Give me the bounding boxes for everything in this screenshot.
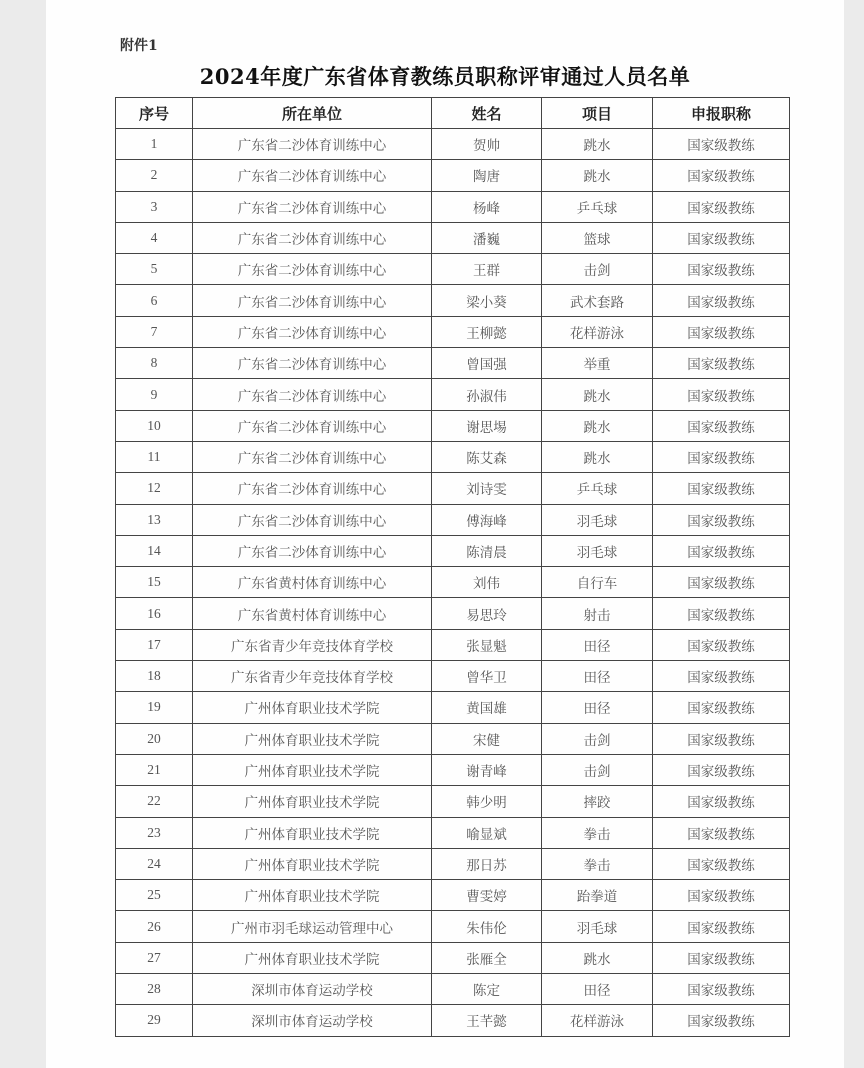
- table-row: [116, 754, 790, 785]
- project-cell: 花样游泳: [542, 1005, 653, 1036]
- project-cell: 羽毛球: [542, 535, 653, 566]
- title-applied-cell: 国家级教练: [653, 880, 790, 911]
- project-cell: 田径: [542, 629, 653, 660]
- serial-number-cell: 5: [116, 254, 193, 285]
- serial-number-cell: 24: [116, 848, 193, 879]
- name-cell: 刘诗雯: [432, 473, 542, 504]
- serial-number-cell: 22: [116, 786, 193, 817]
- title-applied-cell: 国家级教练: [653, 191, 790, 222]
- title-applied-cell: 国家级教练: [653, 410, 790, 441]
- project-cell: 射击: [542, 598, 653, 629]
- header-unit: 所在单位: [193, 98, 432, 129]
- unit-cell: 广东省二沙体育训练中心: [193, 535, 432, 566]
- name-cell: 孙淑伟: [432, 379, 542, 410]
- title-applied-cell: 国家级教练: [653, 942, 790, 973]
- table-row: [116, 504, 790, 535]
- name-cell: 王柳懿: [432, 316, 542, 347]
- title-applied-cell: 国家级教练: [653, 129, 790, 160]
- table-row: [116, 285, 790, 316]
- title-applied-cell: 国家级教练: [653, 629, 790, 660]
- name-cell: 梁小葵: [432, 285, 542, 316]
- title-applied-cell: 国家级教练: [653, 160, 790, 191]
- unit-cell: 广州体育职业技术学院: [193, 692, 432, 723]
- serial-number-cell: 16: [116, 598, 193, 629]
- table-row: [116, 348, 790, 379]
- name-cell: 宋健: [432, 723, 542, 754]
- name-cell: 王群: [432, 254, 542, 285]
- header-name: 姓名: [432, 98, 542, 129]
- table-row: [116, 379, 790, 410]
- title-applied-cell: 国家级教练: [653, 567, 790, 598]
- title-applied-cell: 国家级教练: [653, 754, 790, 785]
- project-cell: 跳水: [542, 410, 653, 441]
- project-cell: 举重: [542, 348, 653, 379]
- unit-cell: 广州体育职业技术学院: [193, 942, 432, 973]
- project-cell: 击剑: [542, 723, 653, 754]
- unit-cell: 广东省二沙体育训练中心: [193, 222, 432, 253]
- serial-number-cell: 21: [116, 754, 193, 785]
- name-cell: 曾华卫: [432, 661, 542, 692]
- project-cell: 跳水: [542, 942, 653, 973]
- title-applied-cell: 国家级教练: [653, 222, 790, 253]
- name-cell: 傅海峰: [432, 504, 542, 535]
- project-cell: 篮球: [542, 222, 653, 253]
- serial-number-cell: 13: [116, 504, 193, 535]
- unit-cell: 深圳市体育运动学校: [193, 1005, 432, 1036]
- project-cell: 自行车: [542, 567, 653, 598]
- name-cell: 曹雯婷: [432, 880, 542, 911]
- name-cell: 王芊懿: [432, 1005, 542, 1036]
- serial-number-cell: 6: [116, 285, 193, 316]
- title-applied-cell: 国家级教练: [653, 316, 790, 347]
- table-row: [116, 692, 790, 723]
- table-row: [116, 567, 790, 598]
- serial-number-cell: 25: [116, 880, 193, 911]
- project-cell: 拳击: [542, 848, 653, 879]
- serial-number-cell: 15: [116, 567, 193, 598]
- project-cell: 跳水: [542, 441, 653, 472]
- project-cell: 武术套路: [542, 285, 653, 316]
- table-row: [116, 942, 790, 973]
- document-page: [46, 0, 844, 1068]
- serial-number-cell: 7: [116, 316, 193, 347]
- title-applied-cell: 国家级教练: [653, 723, 790, 754]
- title-applied-cell: 国家级教练: [653, 473, 790, 504]
- unit-cell: 广州体育职业技术学院: [193, 723, 432, 754]
- table-row: [116, 254, 790, 285]
- header-title-applied: 申报职称: [653, 98, 790, 129]
- table-row: [116, 880, 790, 911]
- unit-cell: 广东省二沙体育训练中心: [193, 348, 432, 379]
- name-cell: 陈清晨: [432, 535, 542, 566]
- project-cell: 击剑: [542, 254, 653, 285]
- table-row: [116, 222, 790, 253]
- serial-number-cell: 27: [116, 942, 193, 973]
- name-cell: 曾国强: [432, 348, 542, 379]
- title-applied-cell: 国家级教练: [653, 535, 790, 566]
- project-cell: 田径: [542, 974, 653, 1005]
- serial-number-cell: 2: [116, 160, 193, 191]
- unit-cell: 广东省二沙体育训练中心: [193, 285, 432, 316]
- title-applied-cell: 国家级教练: [653, 974, 790, 1005]
- table-row: [116, 191, 790, 222]
- table-row: [116, 1005, 790, 1036]
- document-title: 2024年度广东省体育教练员职称评审通过人员名单: [199, 64, 691, 89]
- title-applied-cell: 国家级教练: [653, 786, 790, 817]
- project-cell: 跳水: [542, 160, 653, 191]
- name-cell: 张雁全: [432, 942, 542, 973]
- header-serial-number: 序号: [116, 98, 193, 129]
- name-cell: 张显魁: [432, 629, 542, 660]
- unit-cell: 广州体育职业技术学院: [193, 848, 432, 879]
- table-row: [116, 911, 790, 942]
- unit-cell: 广东省二沙体育训练中心: [193, 441, 432, 472]
- roster-table: [115, 97, 790, 1037]
- title-applied-cell: 国家级教练: [653, 441, 790, 472]
- title-applied-cell: 国家级教练: [653, 254, 790, 285]
- project-cell: 田径: [542, 661, 653, 692]
- project-cell: 羽毛球: [542, 911, 653, 942]
- project-cell: 拳击: [542, 817, 653, 848]
- table-row: [116, 410, 790, 441]
- title-applied-cell: 国家级教练: [653, 692, 790, 723]
- serial-number-cell: 26: [116, 911, 193, 942]
- table-row: [116, 723, 790, 754]
- table-body: [116, 129, 790, 1037]
- unit-cell: 广东省青少年竞技体育学校: [193, 661, 432, 692]
- title-applied-cell: 国家级教练: [653, 1005, 790, 1036]
- name-cell: 潘巍: [432, 222, 542, 253]
- name-cell: 杨峰: [432, 191, 542, 222]
- name-cell: 易思玲: [432, 598, 542, 629]
- table-row: [116, 786, 790, 817]
- table-row: [116, 974, 790, 1005]
- project-cell: 跆拳道: [542, 880, 653, 911]
- table-row: [116, 817, 790, 848]
- unit-cell: 广东省二沙体育训练中心: [193, 160, 432, 191]
- serial-number-cell: 12: [116, 473, 193, 504]
- serial-number-cell: 3: [116, 191, 193, 222]
- table-row: [116, 535, 790, 566]
- serial-number-cell: 17: [116, 629, 193, 660]
- unit-cell: 广东省青少年竞技体育学校: [193, 629, 432, 660]
- project-cell: 击剑: [542, 754, 653, 785]
- table-row: [116, 629, 790, 660]
- serial-number-cell: 10: [116, 410, 193, 441]
- name-cell: 陈定: [432, 974, 542, 1005]
- table-row: [116, 598, 790, 629]
- table-row: [116, 473, 790, 504]
- serial-number-cell: 11: [116, 441, 193, 472]
- name-cell: 韩少明: [432, 786, 542, 817]
- unit-cell: 广东省二沙体育训练中心: [193, 379, 432, 410]
- project-cell: 跳水: [542, 129, 653, 160]
- unit-cell: 广东省黄村体育训练中心: [193, 598, 432, 629]
- project-cell: 花样游泳: [542, 316, 653, 347]
- name-cell: 刘伟: [432, 567, 542, 598]
- table-row: [116, 661, 790, 692]
- name-cell: 谢青峰: [432, 754, 542, 785]
- name-cell: 陶唐: [432, 160, 542, 191]
- unit-cell: 广东省二沙体育训练中心: [193, 410, 432, 441]
- title-applied-cell: 国家级教练: [653, 817, 790, 848]
- name-cell: 黄国雄: [432, 692, 542, 723]
- title-applied-cell: 国家级教练: [653, 911, 790, 942]
- name-cell: 谢思埸: [432, 410, 542, 441]
- name-cell: 陈艾森: [432, 441, 542, 472]
- project-cell: 跳水: [542, 379, 653, 410]
- serial-number-cell: 23: [116, 817, 193, 848]
- unit-cell: 广东省二沙体育训练中心: [193, 504, 432, 535]
- table-row: [116, 129, 790, 160]
- project-cell: 羽毛球: [542, 504, 653, 535]
- table-row: [116, 848, 790, 879]
- serial-number-cell: 1: [116, 129, 193, 160]
- unit-cell: 广州体育职业技术学院: [193, 754, 432, 785]
- unit-cell: 广东省二沙体育训练中心: [193, 316, 432, 347]
- project-cell: 乒乓球: [542, 473, 653, 504]
- unit-cell: 深圳市体育运动学校: [193, 974, 432, 1005]
- serial-number-cell: 18: [116, 661, 193, 692]
- table-header-row: [116, 98, 790, 129]
- name-cell: 那日苏: [432, 848, 542, 879]
- title-applied-cell: 国家级教练: [653, 379, 790, 410]
- unit-cell: 广州体育职业技术学院: [193, 786, 432, 817]
- table-row: [116, 316, 790, 347]
- unit-cell: 广州市羽毛球运动管理中心: [193, 911, 432, 942]
- name-cell: 朱伟伦: [432, 911, 542, 942]
- attachment-label: 附件1: [120, 38, 158, 54]
- serial-number-cell: 9: [116, 379, 193, 410]
- unit-cell: 广州体育职业技术学院: [193, 817, 432, 848]
- title-applied-cell: 国家级教练: [653, 661, 790, 692]
- serial-number-cell: 8: [116, 348, 193, 379]
- serial-number-cell: 28: [116, 974, 193, 1005]
- serial-number-cell: 29: [116, 1005, 193, 1036]
- unit-cell: 广东省二沙体育训练中心: [193, 129, 432, 160]
- title-applied-cell: 国家级教练: [653, 504, 790, 535]
- serial-number-cell: 19: [116, 692, 193, 723]
- unit-cell: 广东省黄村体育训练中心: [193, 567, 432, 598]
- name-cell: 喻显斌: [432, 817, 542, 848]
- name-cell: 贺帅: [432, 129, 542, 160]
- table-row: [116, 441, 790, 472]
- project-cell: 乒乓球: [542, 191, 653, 222]
- title-applied-cell: 国家级教练: [653, 598, 790, 629]
- title-applied-cell: 国家级教练: [653, 848, 790, 879]
- serial-number-cell: 4: [116, 222, 193, 253]
- serial-number-cell: 20: [116, 723, 193, 754]
- table-row: [116, 160, 790, 191]
- unit-cell: 广州体育职业技术学院: [193, 880, 432, 911]
- unit-cell: 广东省二沙体育训练中心: [193, 473, 432, 504]
- unit-cell: 广东省二沙体育训练中心: [193, 191, 432, 222]
- project-cell: 摔跤: [542, 786, 653, 817]
- serial-number-cell: 14: [116, 535, 193, 566]
- unit-cell: 广东省二沙体育训练中心: [193, 254, 432, 285]
- title-applied-cell: 国家级教练: [653, 285, 790, 316]
- project-cell: 田径: [542, 692, 653, 723]
- title-applied-cell: 国家级教练: [653, 348, 790, 379]
- header-project: 项目: [542, 98, 653, 129]
